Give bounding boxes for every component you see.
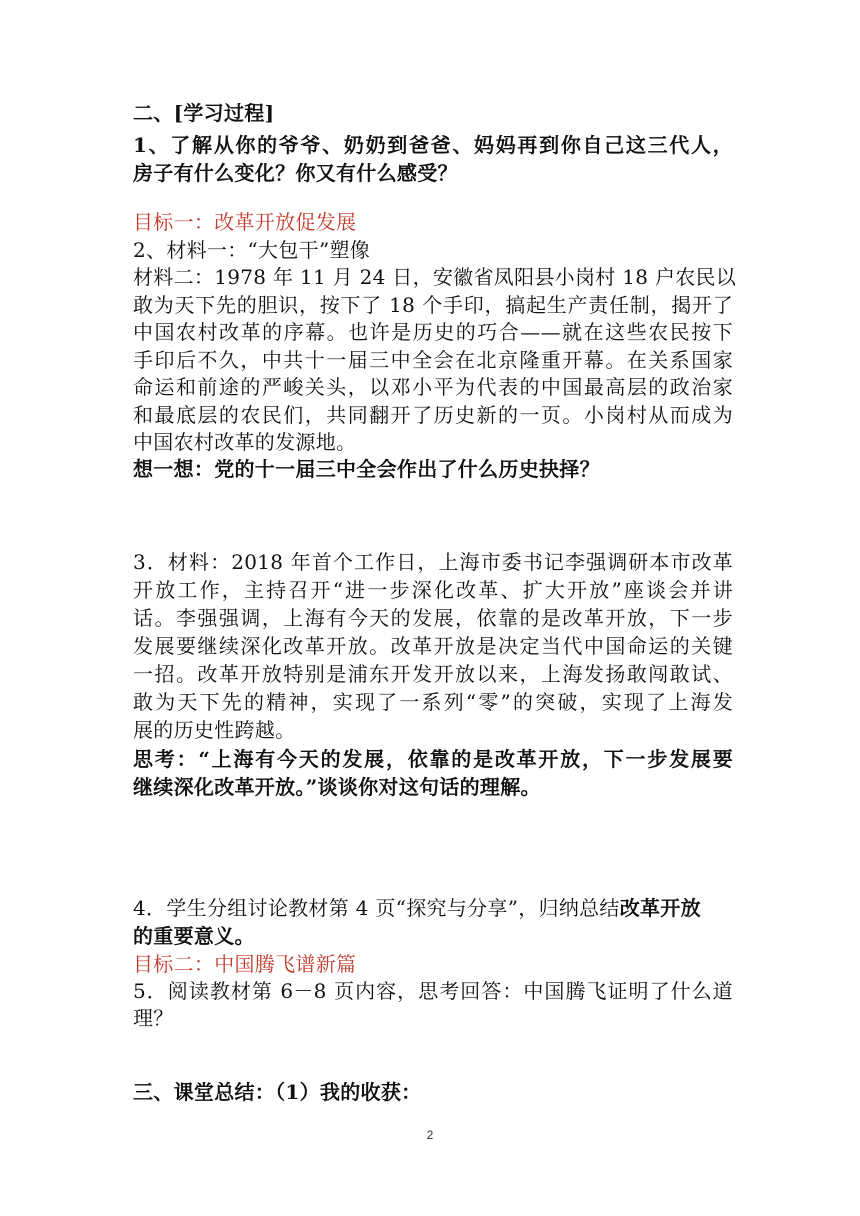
page-number: 2: [426, 1128, 434, 1142]
question3-material-line7: 展的历史性跨越。: [133, 718, 296, 742]
question2-material1: 2、材料一：“大包干”塑像: [133, 238, 371, 262]
question4-line2: 的重要意义。: [133, 924, 255, 948]
question3-material-line1: 3．材料：2018 年首个工作日，上海市委书记李强调研本市改革: [133, 550, 733, 574]
section2-heading: 二、[学习过程]: [133, 101, 275, 125]
question2-material2-line2: 敢为天下先的胆识，按下了 18 个手印，搞起生产责任制，揭开了: [133, 293, 733, 317]
question2-material2-line1: 材料二：1978 年 11 月 24 日，安徽省凤阳县小岗村 18 户农民以: [133, 265, 737, 289]
question3-material-line2: 开放工作，主持召开“进一步深化改革、扩大开放”座谈会并讲: [133, 578, 733, 602]
question3-think-line2: 继续深化改革开放。”谈谈你对这句话的理解。: [133, 775, 541, 799]
question5-line1: 5．阅读教材第 6－8 页内容，思考回答：中国腾飞证明了什么道: [133, 979, 733, 1003]
question3-material-line6: 敢为天下先的精神，实现了一系列“零”的突破，实现了上海发: [133, 690, 733, 714]
question2-material2-line4: 手印后不久，中共十一届三中全会在北京隆重开幕。在关系国家: [133, 348, 733, 372]
question3-think-line1: 思考：“上海有今天的发展，依靠的是改革开放，下一步发展要: [133, 747, 733, 771]
goal1-heading: 目标一：改革开放促发展: [133, 210, 357, 234]
section3-heading: 三、课堂总结：（1）我的收获：: [133, 1080, 422, 1104]
question2-material2-line5: 命运和前途的严峻关头，以邓小平为代表的中国最高层的政治家: [133, 375, 733, 399]
question4-line1: [133, 894, 733, 922]
question3-material-line4: 发展要继续深化改革开放。改革开放是决定当代中国命运的关键: [133, 634, 733, 658]
question3-material-line3: 话。李强强调，上海有今天的发展，依靠的是改革开放，下一步: [133, 606, 733, 630]
question2-think: 想一想：党的十一届三中全会作出了什么历史抉择？: [133, 457, 600, 481]
question3-material-line5: 一招。改革开放特别是浦东开发开放以来，上海发扬敢闯敢试、: [133, 662, 733, 686]
question4-prefix: 4．学生分组讨论教材第 4 页“探究与分享”，归纳总结: [133, 896, 620, 920]
question4-bold-part1: 改革开放: [619, 896, 701, 920]
question1-line2: 房子有什么变化？你又有什么感受？: [133, 161, 458, 185]
question5-line2: 理？: [133, 1006, 174, 1030]
question2-material2-line7: 中国农村改革的发源地。: [133, 430, 357, 454]
question1-line1: 1、了解从你的爷爷、奶奶到爸爸、妈妈再到你自己这三代人，: [133, 133, 733, 157]
question2-material2-line6: 和最底层的农民们，共同翻开了历史新的一页。小岗村从而成为: [133, 403, 733, 427]
goal2-heading: 目标二：中国腾飞谱新篇: [133, 952, 357, 976]
question2-material2-line3: 中国农村改革的序幕。也许是历史的巧合——就在这些农民按下: [133, 320, 733, 344]
